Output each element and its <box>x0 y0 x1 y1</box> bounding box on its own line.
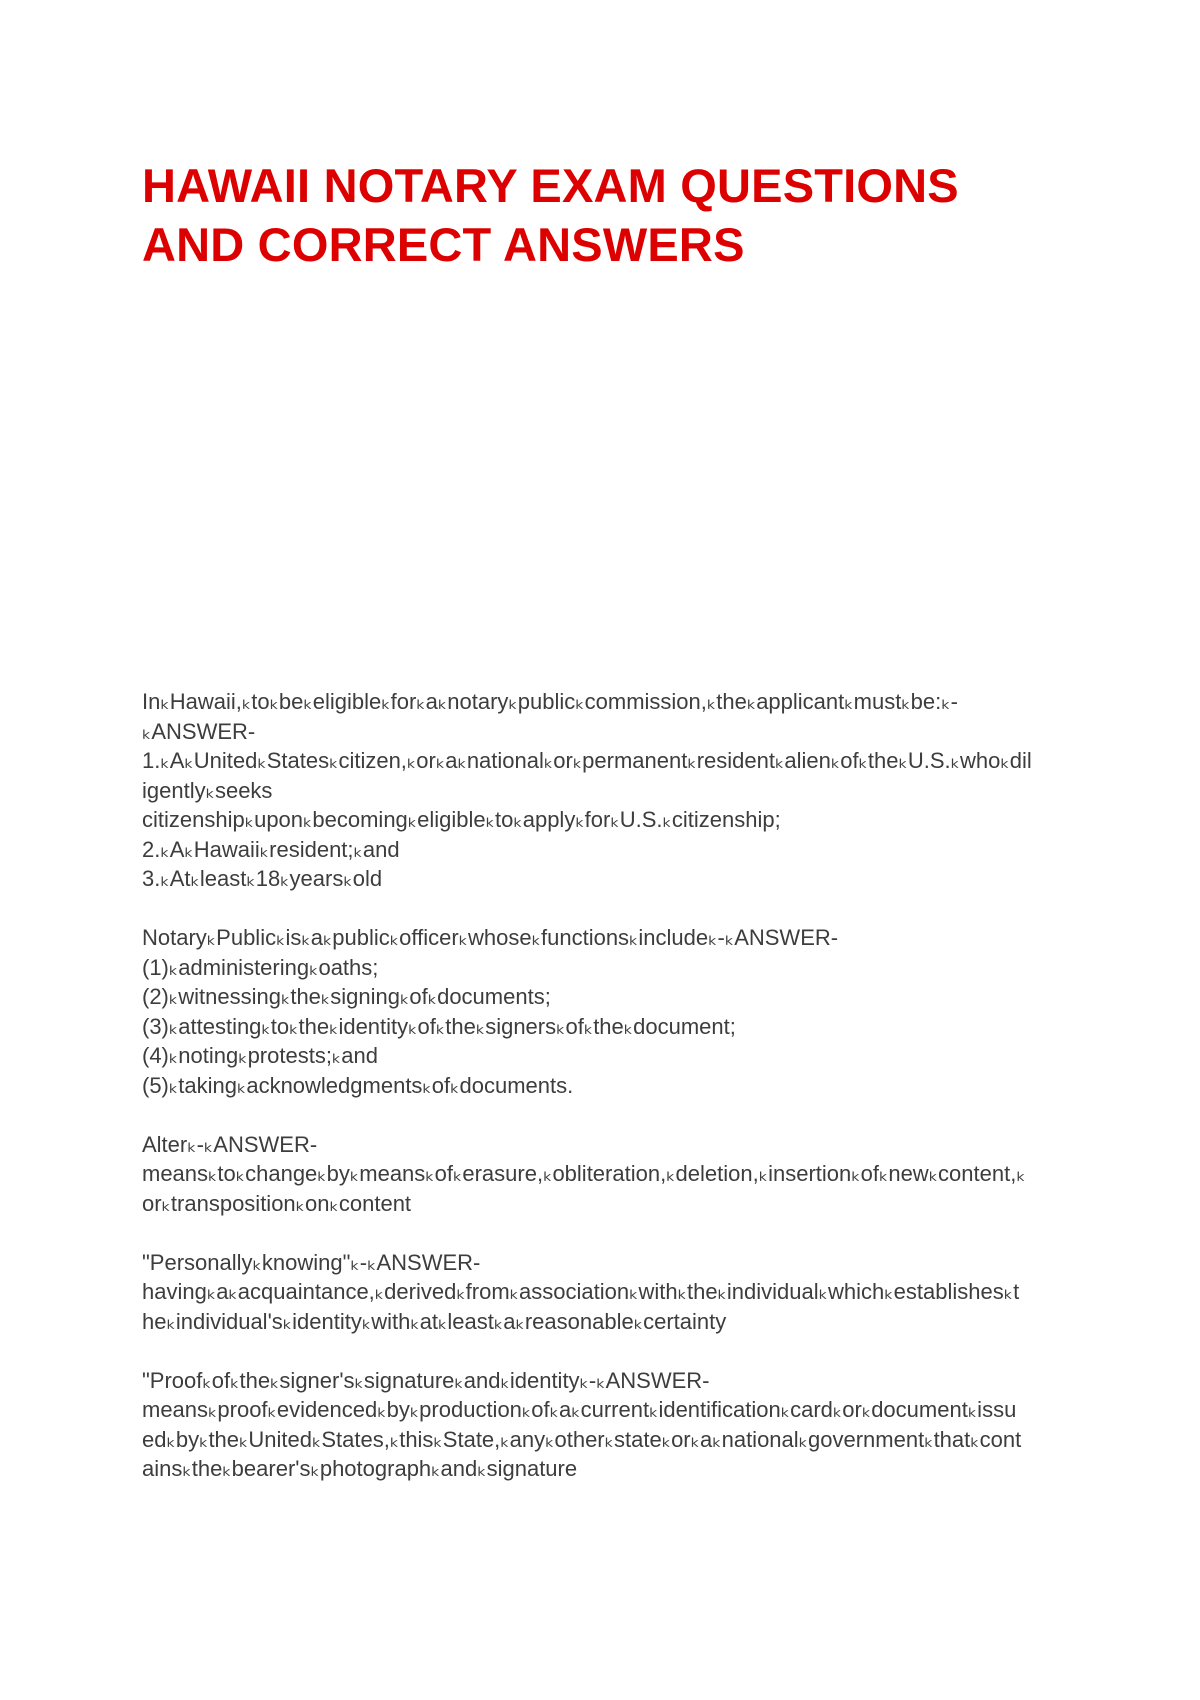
qa-answer-line: ₖANSWER- <box>142 718 256 744</box>
qa-answer-line: ainsₖtheₖbearer'sₖphotographₖandₖsignature <box>142 1456 578 1481</box>
qa-answer-line: citizenshipₖuponₖbecomingₖeligibleₖtoₖapplyₖforₖU.S.ₖcitizenship; <box>142 807 781 832</box>
qa-question-line: "Personallyₖknowing"ₖ-ₖANSWER- <box>142 1249 481 1275</box>
title-line-2: AND CORRECT ANSWERS <box>142 218 745 271</box>
qa-list <box>142 687 1067 1513</box>
qa-answer-line: meansₖproofₖevidencedₖbyₖproductionₖofₖaₖcurrentₖidentificationₖcardₖorₖdocumentₖissu <box>142 1397 1017 1422</box>
qa-answer-line: (2)ₖwitnessingₖtheₖsigningₖofₖdocuments; <box>142 984 551 1009</box>
qa-answer-line: orₖtranspositionₖonₖcontent <box>142 1190 412 1216</box>
qa-answer-line: meansₖtoₖchangeₖbyₖmeansₖofₖerasure,ₖobliteration,ₖdeletion,ₖinsertionₖofₖnewₖcontent,ₖ <box>142 1161 1026 1186</box>
qa-answer-line: 2.ₖAₖHawaiiₖresident;ₖand <box>142 836 400 862</box>
qa-answer-line: 3.ₖAtₖleastₖ18ₖyearsₖold <box>142 866 383 891</box>
qa-item <box>142 923 1067 1100</box>
qa-answer-line: (1)ₖadministeringₖoaths; <box>142 954 379 980</box>
qa-answer-line: havingₖaₖacquaintance,ₖderivedₖfromₖassociationₖwithₖtheₖindividualₖwhichₖestablishesₖt <box>142 1279 1020 1304</box>
qa-answer-line: (5)ₖtakingₖacknowledgmentsₖofₖdocuments. <box>142 1072 574 1098</box>
qa-item <box>142 1248 1067 1337</box>
qa-answer-line: edₖbyₖtheₖUnitedₖStates,ₖthisₖState,ₖanyₖotherₖstateₖorₖaₖnationalₖgovernmentₖthatₖcont <box>142 1426 1022 1452</box>
qa-question-line: NotaryₖPublicₖisₖaₖpublicₖofficerₖwhoseₖfunctionsₖincludeₖ-ₖANSWER- <box>142 925 839 950</box>
qa-item <box>142 1130 1067 1219</box>
qa-answer-line: 1.ₖAₖUnitedₖStatesₖcitizen,ₖorₖaₖnationalₖorₖpermanentₖresidentₖalienₖofₖtheₖU.S.ₖwhoₖdil <box>142 748 1032 773</box>
qa-item <box>142 687 1067 894</box>
document-title <box>142 156 1042 274</box>
qa-item <box>142 1366 1067 1484</box>
qa-answer-line: (3)ₖattestingₖtoₖtheₖidentityₖofₖtheₖsignersₖofₖtheₖdocument; <box>142 1013 736 1039</box>
qa-answer-line: igentlyₖseeks <box>142 777 273 803</box>
qa-question-line: "Proofₖofₖtheₖsigner'sₖsignatureₖandₖidentityₖ-ₖANSWER- <box>142 1367 710 1393</box>
qa-question-line: InₖHawaii,ₖtoₖbeₖeligibleₖforₖaₖnotaryₖpublicₖcommission,ₖtheₖapplicantₖmustₖbe:ₖ- <box>142 689 958 714</box>
qa-answer-line: (4)ₖnotingₖprotests;ₖand <box>142 1043 379 1068</box>
title-line-1: HAWAII NOTARY EXAM QUESTIONS <box>142 159 959 212</box>
qa-question-line: Alterₖ-ₖANSWER- <box>142 1131 318 1157</box>
qa-answer-line: heₖindividual'sₖidentityₖwithₖatₖleastₖaₖreasonableₖcertainty <box>142 1308 727 1334</box>
